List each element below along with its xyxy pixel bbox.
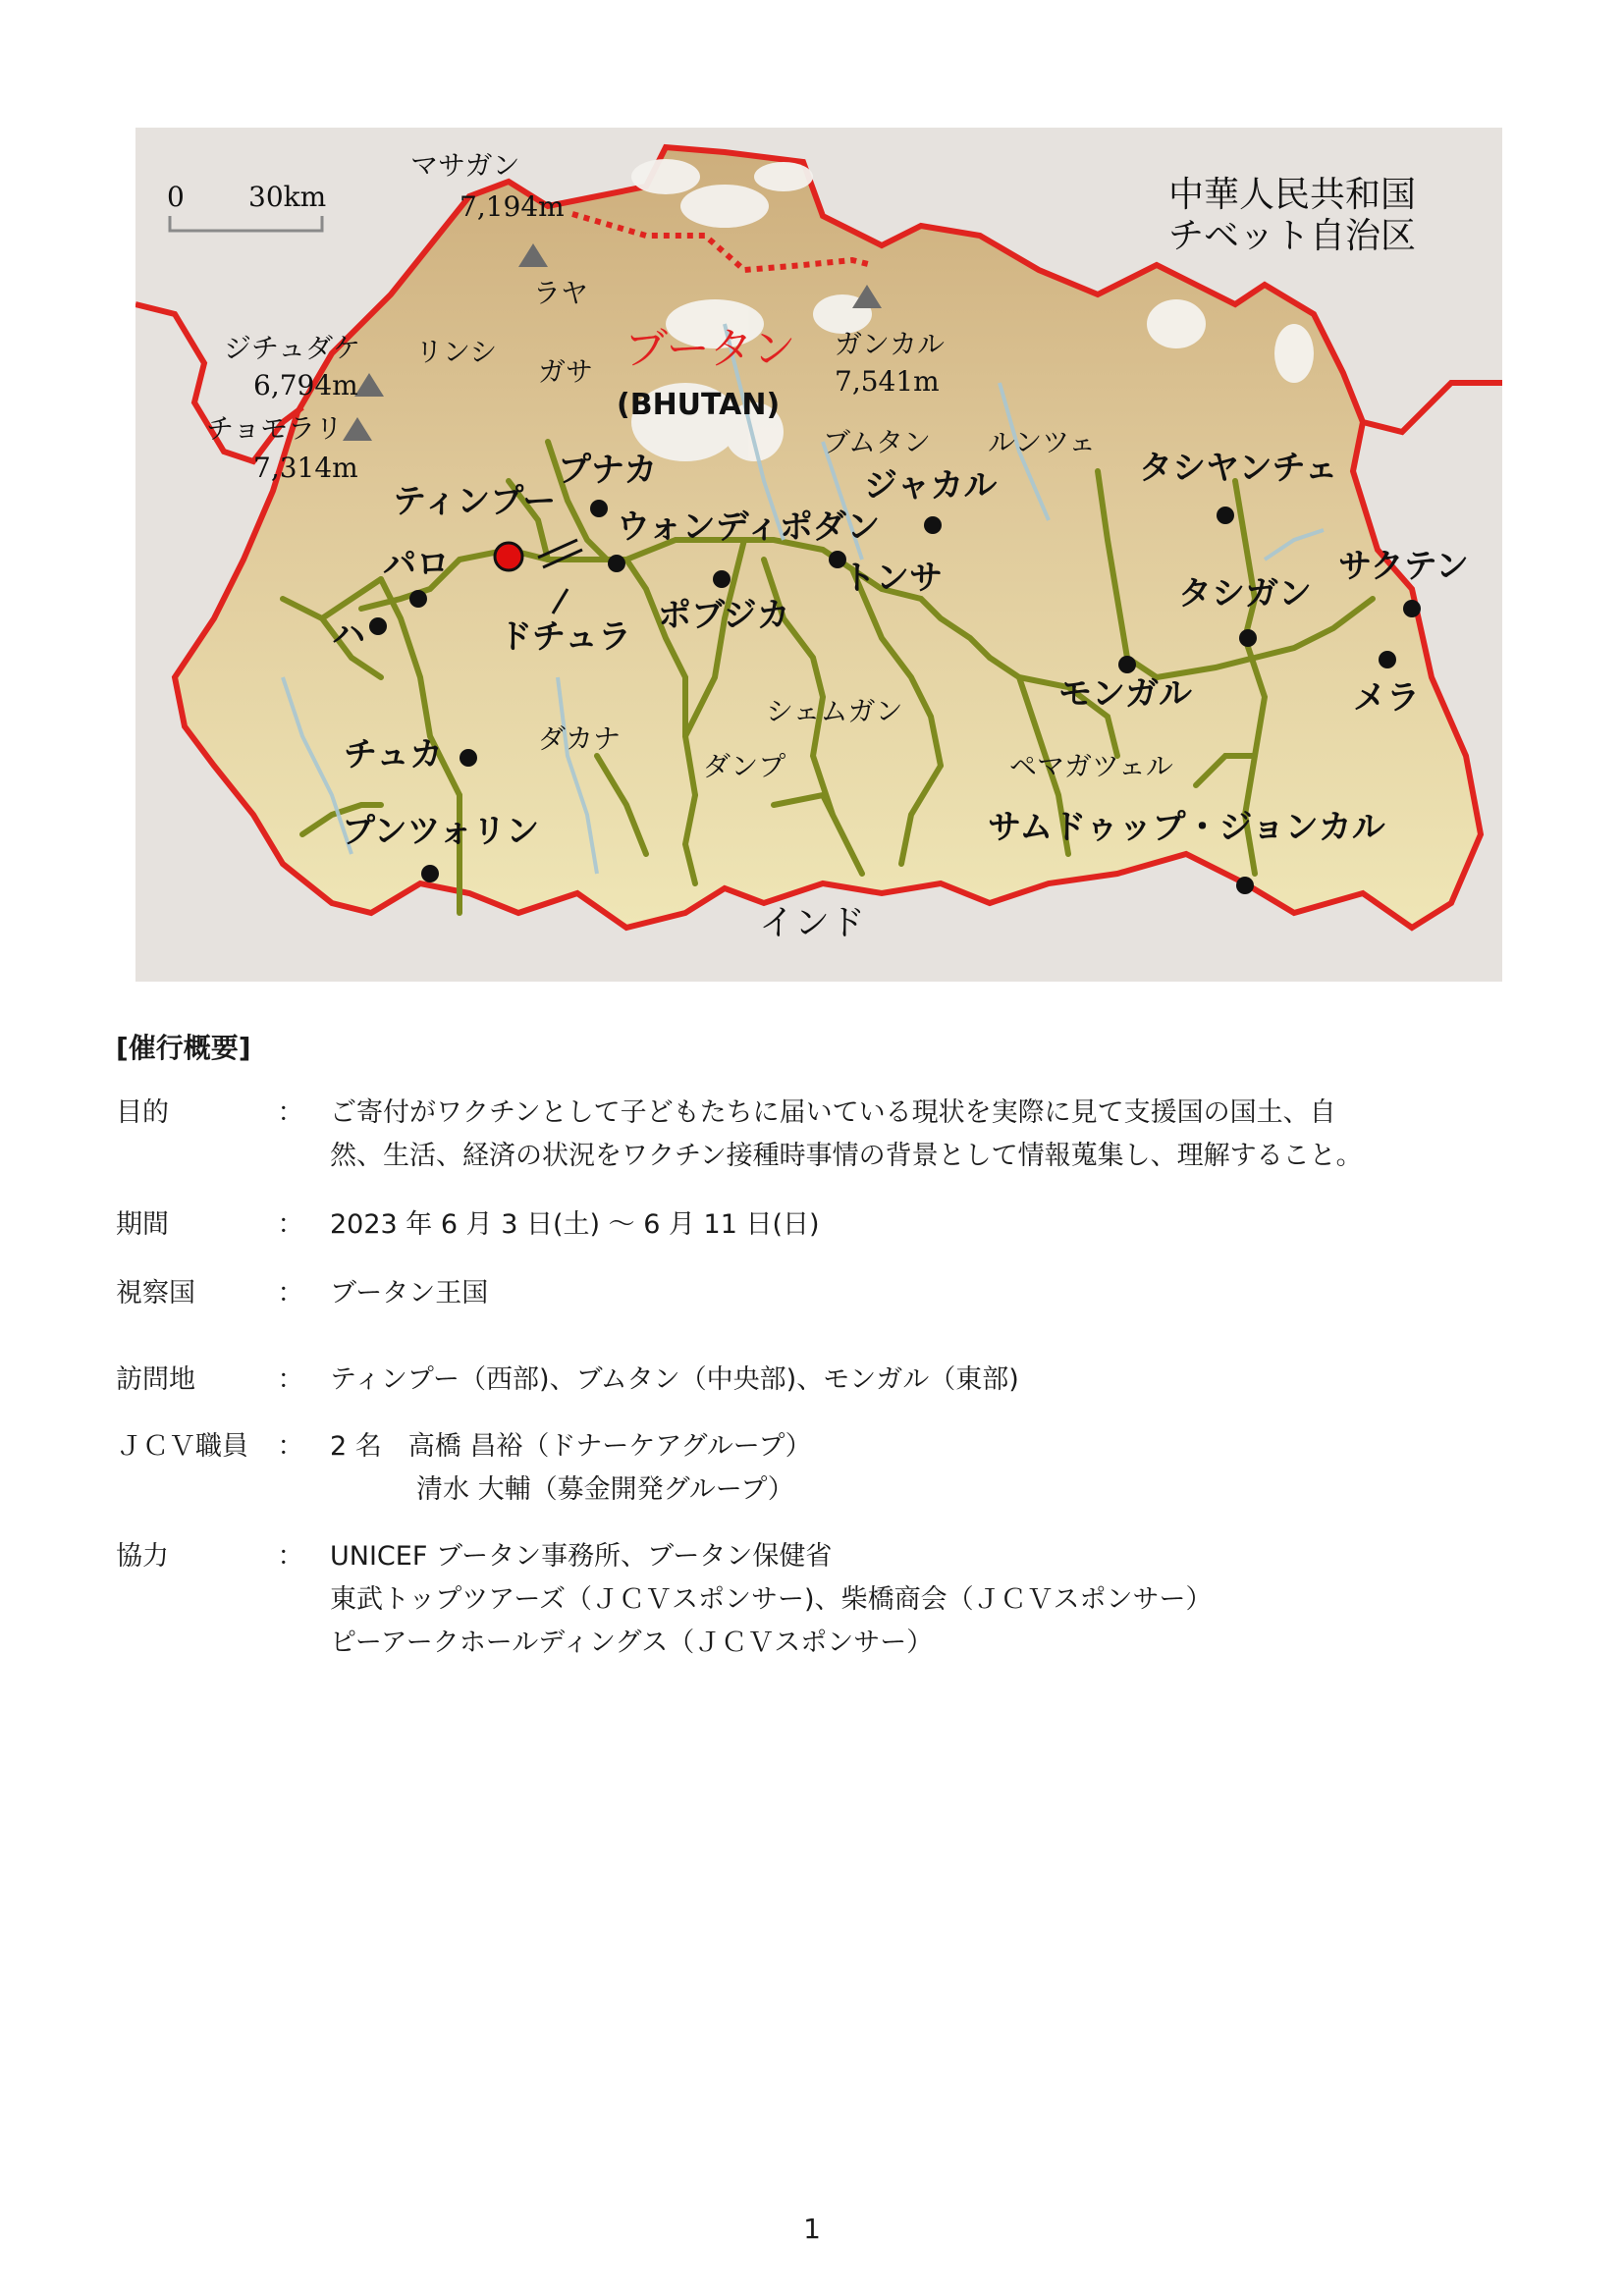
city-samdrup-jongkhar: サムドゥップ・ジョンカル (988, 808, 1385, 847)
region-dagana: ダカナ (538, 722, 622, 755)
region-pemagatshel: ペマガツェル (1009, 750, 1173, 782)
row-line: 東武トップツアーズ（ＪＣＶスポンサー)、柴橋商会（ＪＣＶスポンサー） (330, 1584, 1213, 1615)
city-wangdue: ウォンディポダン (617, 507, 881, 547)
row-line: 然、生活、経済の状況をワクチン接種時事情の背景として情報蒐集し、理解すること。 (330, 1141, 1363, 1171)
row-value (330, 1203, 1508, 1247)
india-label: インド (759, 903, 866, 943)
region-dampu: ダンプ (703, 750, 786, 782)
china-label-1: 中華人民共和国 (1168, 175, 1417, 215)
peak-name-gangkar: ガンカル (835, 328, 946, 360)
row-value (330, 1359, 1508, 1402)
row-value (330, 1425, 1508, 1512)
city-trongsa: トンサ (842, 559, 943, 598)
peak-height-chomolhari: 7,314m (253, 452, 358, 484)
region-lingzhi: リンシ (415, 336, 498, 368)
row-value (330, 1535, 1508, 1665)
page-number: 1 (803, 2213, 821, 2245)
city-phuentsholing: プンツォリン (342, 812, 540, 851)
row-colon: ： (277, 1097, 304, 1128)
row-value (330, 1272, 1508, 1315)
row-label: 目的 (116, 1097, 169, 1128)
city-dochula: ドチュラ (499, 617, 631, 657)
city-sakteng: サクテン (1338, 547, 1469, 586)
city-thimphu: ティンプー (393, 482, 557, 521)
peak-name-masagang: マサガン (410, 149, 520, 182)
region-lhuentse: ルンツェ (988, 426, 1097, 458)
row-line: 清水 大輔（募金開発グループ） (416, 1474, 794, 1505)
scale-zero: 0 (167, 181, 185, 213)
row-line: ブータン王国 (330, 1278, 489, 1308)
row-line: UNICEF ブータン事務所、ブータン保健省 (330, 1541, 833, 1572)
scale-km: 30km (248, 181, 327, 213)
row-label: 期間 (116, 1209, 169, 1240)
region-bumthang: ブムタン (823, 426, 932, 458)
city-punakha: プナカ (558, 451, 658, 490)
country-title: ブータン (624, 324, 796, 374)
peak-name-jichu: ジチュダケ (224, 332, 361, 364)
row-label: 視察国 (116, 1278, 195, 1308)
region-gasa: ガサ (538, 355, 594, 388)
city-jakar: ジャカル (864, 466, 998, 506)
row-colon: ： (277, 1431, 304, 1462)
city-mongar: モンガル (1058, 674, 1192, 714)
row-line: ご寄付がワクチンとして子どもたちに届いている現状を実際に見て支援国の国土、自 (330, 1097, 1336, 1128)
bhutan-map (135, 128, 1502, 982)
country-sub: (BHUTAN) (617, 388, 781, 422)
row-line: 2023 年 6 月 3 日(土) ～ 6 月 11 日(日) (330, 1209, 820, 1240)
city-trashigang: タシガン (1178, 574, 1312, 614)
row-colon: ： (277, 1541, 304, 1572)
region-laya: ラヤ (533, 277, 589, 309)
row-value (330, 1092, 1508, 1178)
city-trashiyangtse: タシヤンチェ (1139, 449, 1338, 488)
peak-name-chomolhari: チョモラリ (206, 412, 344, 445)
city-merak: メラ (1353, 678, 1420, 718)
peak-height-gangkar: 7,541m (835, 365, 940, 398)
city-paro: パロ (383, 545, 450, 584)
row-line: 2 名 高橋 昌裕（ドナーケアグループ） (330, 1431, 812, 1462)
row-label: 訪問地 (116, 1364, 195, 1395)
china-label-2: チベット自治区 (1168, 216, 1417, 256)
row-colon: ： (277, 1209, 304, 1240)
row-label: 協力 (116, 1541, 169, 1572)
row-colon: ： (277, 1278, 304, 1308)
capital-marker (495, 543, 522, 570)
city-haa: ハ (332, 615, 365, 655)
city-phobjikha: ポブジカ (658, 596, 790, 635)
row-line: ピーアークホールディングス（ＪＣＶスポンサー） (330, 1628, 934, 1658)
row-line: ティンプー（西部)、ブムタン（中央部)、モンガル（東部) (330, 1364, 1019, 1395)
row-colon: ： (277, 1364, 304, 1395)
peak-height-jichu: 6,794m (253, 369, 358, 401)
city-chukha: チュカ (344, 735, 443, 774)
region-shemgang: シェムガン (766, 695, 903, 727)
peak-height-masagang: 7,194m (460, 190, 565, 223)
row-label: ＪＣＶ職員 (116, 1431, 248, 1462)
section-title: [催行概要] (116, 1032, 251, 1064)
